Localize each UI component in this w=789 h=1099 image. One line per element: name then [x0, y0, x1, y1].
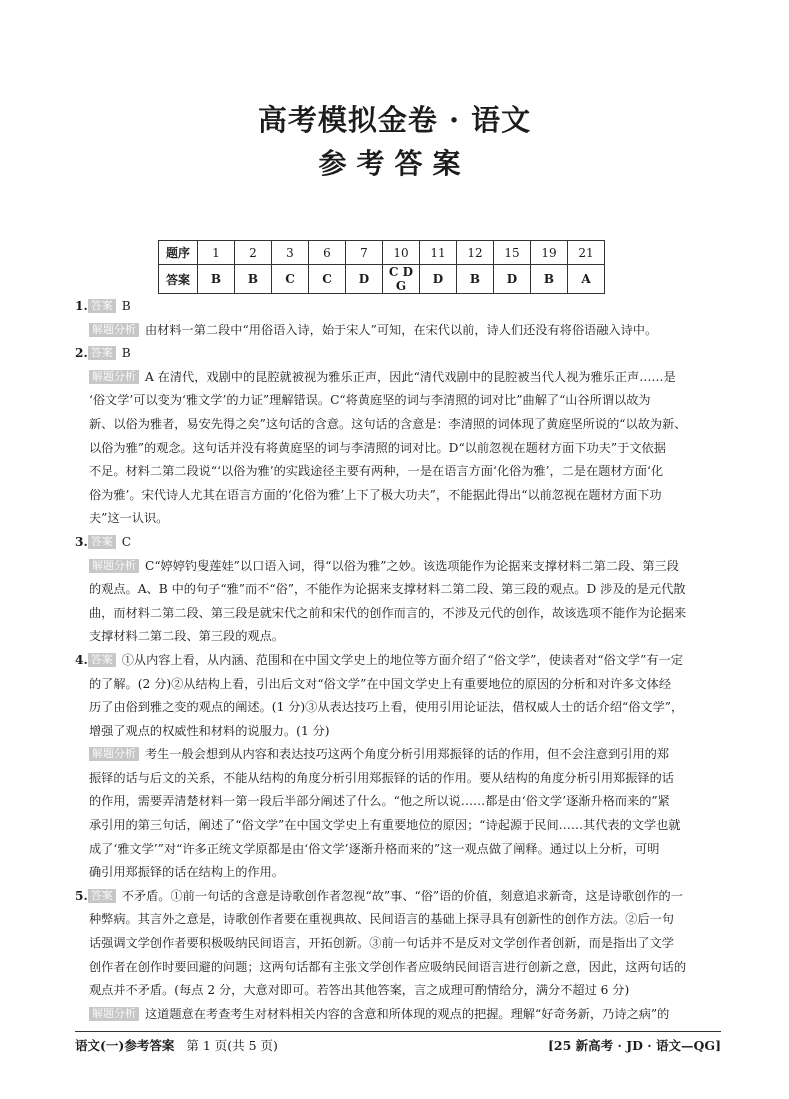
analysis-tag: 解题分析	[89, 1007, 139, 1021]
question-number-row	[159, 241, 605, 265]
question-number: 4.	[75, 652, 88, 667]
answer-cell: B	[198, 265, 235, 294]
analysis-tag: 解题分析	[89, 747, 139, 761]
question-number: 15	[494, 241, 531, 265]
analysis-line: 振铎的话与后文的关系，不能从结构的角度分析引用郑振铎的话的作用。要从结构的角度分析引用郑振铎的话	[89, 770, 674, 785]
answer-cell: C	[309, 265, 346, 294]
question-number: 6	[309, 241, 346, 265]
question-number: 7	[346, 241, 383, 265]
page-title: 高考模拟金卷 · 语文	[257, 103, 532, 137]
question-number: 10	[383, 241, 420, 265]
answer-cell: B	[531, 265, 568, 294]
analysis-line: 夫”这一认识。	[89, 511, 169, 526]
question-number: 11	[420, 241, 457, 265]
question-2	[75, 342, 715, 531]
answer-tag: 答案	[88, 889, 116, 903]
question-number: 2.	[75, 346, 88, 361]
question-number: 19	[531, 241, 568, 265]
row-label-question: 题序	[159, 241, 198, 265]
answer-text: 不矛盾。①前一句话的含意是诗歌创作者忽视“故”事、“俗”语的价值，刻意追求新奇，这是诗歌创作的一	[121, 888, 683, 903]
answer-cell: C	[272, 265, 309, 294]
analysis-tag: 解题分析	[89, 323, 139, 337]
question-4	[75, 649, 715, 885]
analysis-line	[75, 555, 715, 579]
page-subtitle: 参考答案	[318, 147, 471, 180]
question-3	[75, 531, 715, 649]
analysis-line: 新、以俗为雅者，易安先得之矣”这句话的含意。这句话的含意是：李清照的词体现了黄庭坚所说的“以故为新、	[89, 416, 687, 431]
question-number: 3	[272, 241, 309, 265]
question-number: 21	[568, 241, 605, 265]
question-number: 3.	[75, 534, 88, 549]
answer-line: 创作者在创作时要回避的问题；这两句话都有主张文学创作者应吸纳民间语言进行创新之意，因此，这两句话的	[89, 959, 687, 974]
analysis-line	[75, 319, 715, 343]
analysis-line: 的作用，需要弄清楚材料一第一段后半部分阐述了什么。“他之所以说……都是由‘俗文学’逐渐升格而来的”紧	[89, 794, 670, 809]
analysis-text: 这道题意在考查考生对材料相关内容的含意和所体现的观点的把握。理解“好奇务新，乃诗之病”的	[145, 1006, 670, 1021]
question-number: 1	[198, 241, 235, 265]
answer-tag: 答案	[88, 299, 116, 313]
footer-page-number: 第 1 页(共 5 页)	[186, 1038, 278, 1053]
analysis-text: 考生一般会想到从内容和表达技巧这两个角度分析引用郑振铎的话的作用，但不会注意到引用的郑	[145, 747, 670, 762]
analysis-line	[75, 743, 715, 767]
analysis-line: 确引用郑振铎的话在结构上的作用。	[89, 865, 284, 880]
page-footer	[75, 1031, 721, 1054]
question-number: 2	[235, 241, 272, 265]
analysis-line	[75, 1003, 715, 1027]
row-label-answer: 答案	[159, 265, 198, 294]
analysis-line	[75, 366, 715, 390]
answer-text: C	[121, 534, 132, 549]
analysis-tag: 解题分析	[89, 370, 139, 384]
analysis-line: 不足。材料二第二段说“‘以俗为雅’的实践途径主要有两种，一是在语言方面‘化俗为雅’，二是在题材方面‘化	[89, 464, 664, 479]
answer-content	[75, 295, 715, 1026]
analysis-text: C“婷婷钓叟莲娃”以口语入词，得“以俗为雅”之妙。该选项能作为论据来支撑材料二第二段、第三段	[145, 558, 679, 573]
answer-cell: B	[457, 265, 494, 294]
analysis-tag: 解题分析	[89, 559, 139, 573]
answer-line	[75, 342, 715, 366]
question-number: 5.	[75, 888, 88, 903]
analysis-line: ‘俗文学’可以变为‘雅文学’的力证”理解错误。C“将黄庭坚的词与李清照的词对比”曲解了“山谷所谓以故为	[89, 393, 651, 408]
answer-line: 增强了观点的权威性和材料的说服力。(1 分)	[89, 723, 330, 738]
question-number: 12	[457, 241, 494, 265]
answer-row	[159, 265, 605, 294]
answer-line: 观点并不矛盾。(每点 2 分，大意对即可。若答出其他答案，言之成理可酌情给分，满分不超过 6 分)	[89, 983, 630, 998]
answer-tag: 答案	[88, 346, 116, 360]
analysis-line: 以俗为雅”的观念。这句话并没有将黄庭坚的词与李清照的词对比。D“以前忽视在题材方面下功夫”于文依据	[89, 440, 666, 455]
analysis-text: A 在清代，戏剧中的昆腔就被视为雅乐正声，因此“清代戏剧中的昆腔被当代人视为雅乐正声……是	[145, 369, 676, 384]
answer-text: ①从内容上看，从内涵、范围和在中国文学史上的地位等方面介绍了“俗文学”，使读者对“俗文学”有一定	[121, 652, 683, 667]
analysis-line: 俗为雅’。宋代诗人尤其在语言方面的‘化俗为雅’上下了极大功夫”，不能据此得出“以前忽视在题材方面下功	[89, 487, 662, 502]
footer-series-code: [25 新高考 · JD · 语文—QG]	[547, 1038, 721, 1053]
analysis-line: 承引用的第三句话，阐述了“俗文学”在中国文学史上有重要地位的原因；“诗起源于民间……其代表的文学也就	[89, 818, 681, 833]
answer-cell: D	[420, 265, 457, 294]
answer-cell: D	[346, 265, 383, 294]
analysis-text: 由材料一第二段中“用俗语入诗，始于宋人”可知，在宋代以前，诗人们还没有将俗语融入诗中。	[145, 322, 658, 337]
answer-cell: D	[494, 265, 531, 294]
answer-tag: 答案	[88, 535, 116, 549]
answer-line: 的了解。(2 分)②从结构上看，引出后文对“俗文学”在中国文学史上有重要地位的原因的分析和对许多文体经	[89, 676, 672, 691]
question-number: 1.	[75, 299, 88, 313]
answer-line: 历了由俗到雅之变的观点的阐述。(1 分)③从表达技巧上看，使用引用论证法，借权威人士的话介绍“俗文学”，	[89, 700, 684, 715]
answer-key-table	[158, 240, 605, 294]
analysis-line: 曲，而材料二第二段、第三段是就宋代之前和宋代的创作而言的，不涉及元代的创作，故该选项不能作为论据来	[89, 605, 687, 620]
footer-doc-title: 语文(一)参考答案	[75, 1038, 175, 1053]
answer-line: 话强调文学创作者要积极吸纳民间语言，开拓创新。③前一句话并不是反对文学创作者创新，而是指出了文学	[89, 936, 674, 951]
answer-text: B	[121, 346, 131, 361]
answer-cell: B	[235, 265, 272, 294]
analysis-line: 成了‘雅文学’”对“许多正统文学原都是由‘俗文学’逐渐升格而来的”这一观点做了阐释。通过以上分析，可明	[89, 841, 660, 856]
answer-text: B	[121, 299, 131, 313]
answer-line	[75, 649, 715, 673]
analysis-line: 支撑材料二第二段、第三段的观点。	[89, 629, 284, 644]
answer-line	[75, 531, 715, 555]
answer-line	[75, 885, 715, 909]
analysis-line: 的观点。A、B 中的句子“雅”而不“俗”，不能作为论据来支撑材料二第二段、第三段的观点。D 涉及的是元代散	[89, 582, 686, 597]
answer-tag: 答案	[88, 653, 116, 667]
question-5	[75, 885, 715, 1027]
answer-line	[75, 295, 715, 319]
answer-cell: C D G	[383, 265, 420, 294]
answer-line: 种弊病。其言外之意是，诗歌创作者要在重视典故、民间语言的基础上探寻具有创新性的创作方法。②后一句	[89, 912, 674, 927]
answer-cell: A	[568, 265, 605, 294]
question-1	[75, 295, 715, 342]
